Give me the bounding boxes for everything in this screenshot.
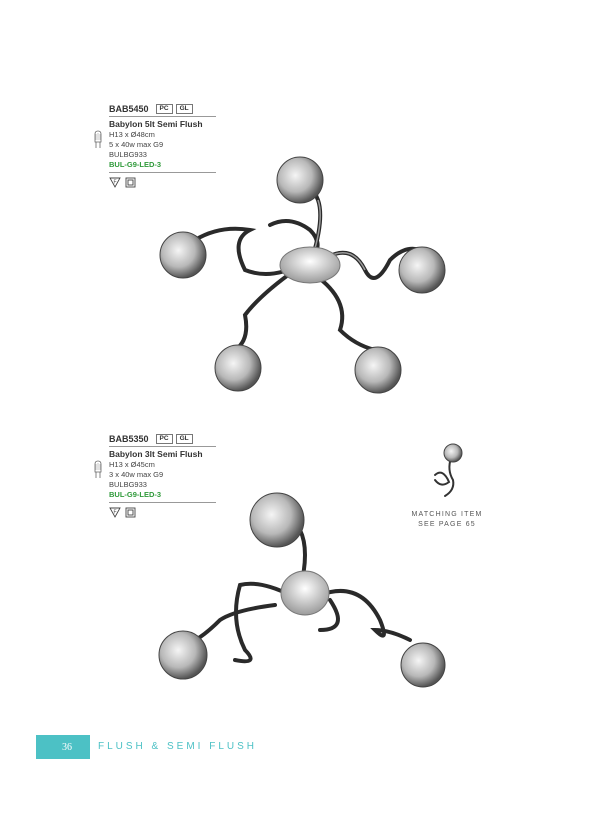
bulb-icon bbox=[91, 130, 105, 152]
product-image-bab5350 bbox=[150, 480, 450, 710]
bulb-code: BULBG933 bbox=[109, 150, 147, 159]
led-code: BUL-G9-LED-3 bbox=[109, 160, 162, 169]
triangle-f-icon bbox=[109, 507, 121, 518]
bulb-code: BULBG933 bbox=[109, 480, 147, 489]
finish-tag: PC bbox=[156, 434, 173, 444]
double-insulated-icon bbox=[125, 507, 136, 518]
bulb-icon bbox=[91, 460, 105, 482]
double-insulated-icon bbox=[125, 177, 136, 188]
finish-tag: GL bbox=[176, 434, 193, 444]
product-image-bab5450 bbox=[150, 150, 460, 400]
dimensions: H13 x Ø45cm bbox=[109, 460, 155, 469]
section-title: FLUSH & SEMI FLUSH bbox=[98, 741, 258, 752]
lamp-spec: 3 x 40w max G9 bbox=[109, 470, 164, 479]
led-code: BUL-G9-LED-3 bbox=[109, 490, 162, 499]
dimensions: H13 x Ø48cm bbox=[109, 130, 155, 139]
page-number: 36 bbox=[62, 741, 72, 753]
svg-text:F: F bbox=[113, 179, 117, 186]
page-number-box bbox=[36, 735, 90, 759]
product-code: BAB5350 bbox=[109, 434, 149, 444]
product-name: Babylon 5lt Semi Flush bbox=[109, 119, 203, 129]
svg-text:F: F bbox=[113, 509, 117, 516]
triangle-f-icon bbox=[109, 177, 121, 188]
product-code-row bbox=[109, 434, 216, 447]
matching-item-page-ref: SEE PAGE 65 bbox=[418, 521, 476, 528]
product-code: BAB5450 bbox=[109, 104, 149, 114]
lamp-spec: 5 x 40w max G9 bbox=[109, 140, 164, 149]
finish-tag: PC bbox=[156, 104, 173, 114]
product-code-row bbox=[109, 104, 216, 117]
product-name: Babylon 3lt Semi Flush bbox=[109, 449, 203, 459]
matching-item-label: MATCHING ITEM bbox=[411, 511, 483, 518]
finish-tag: GL bbox=[176, 104, 193, 114]
